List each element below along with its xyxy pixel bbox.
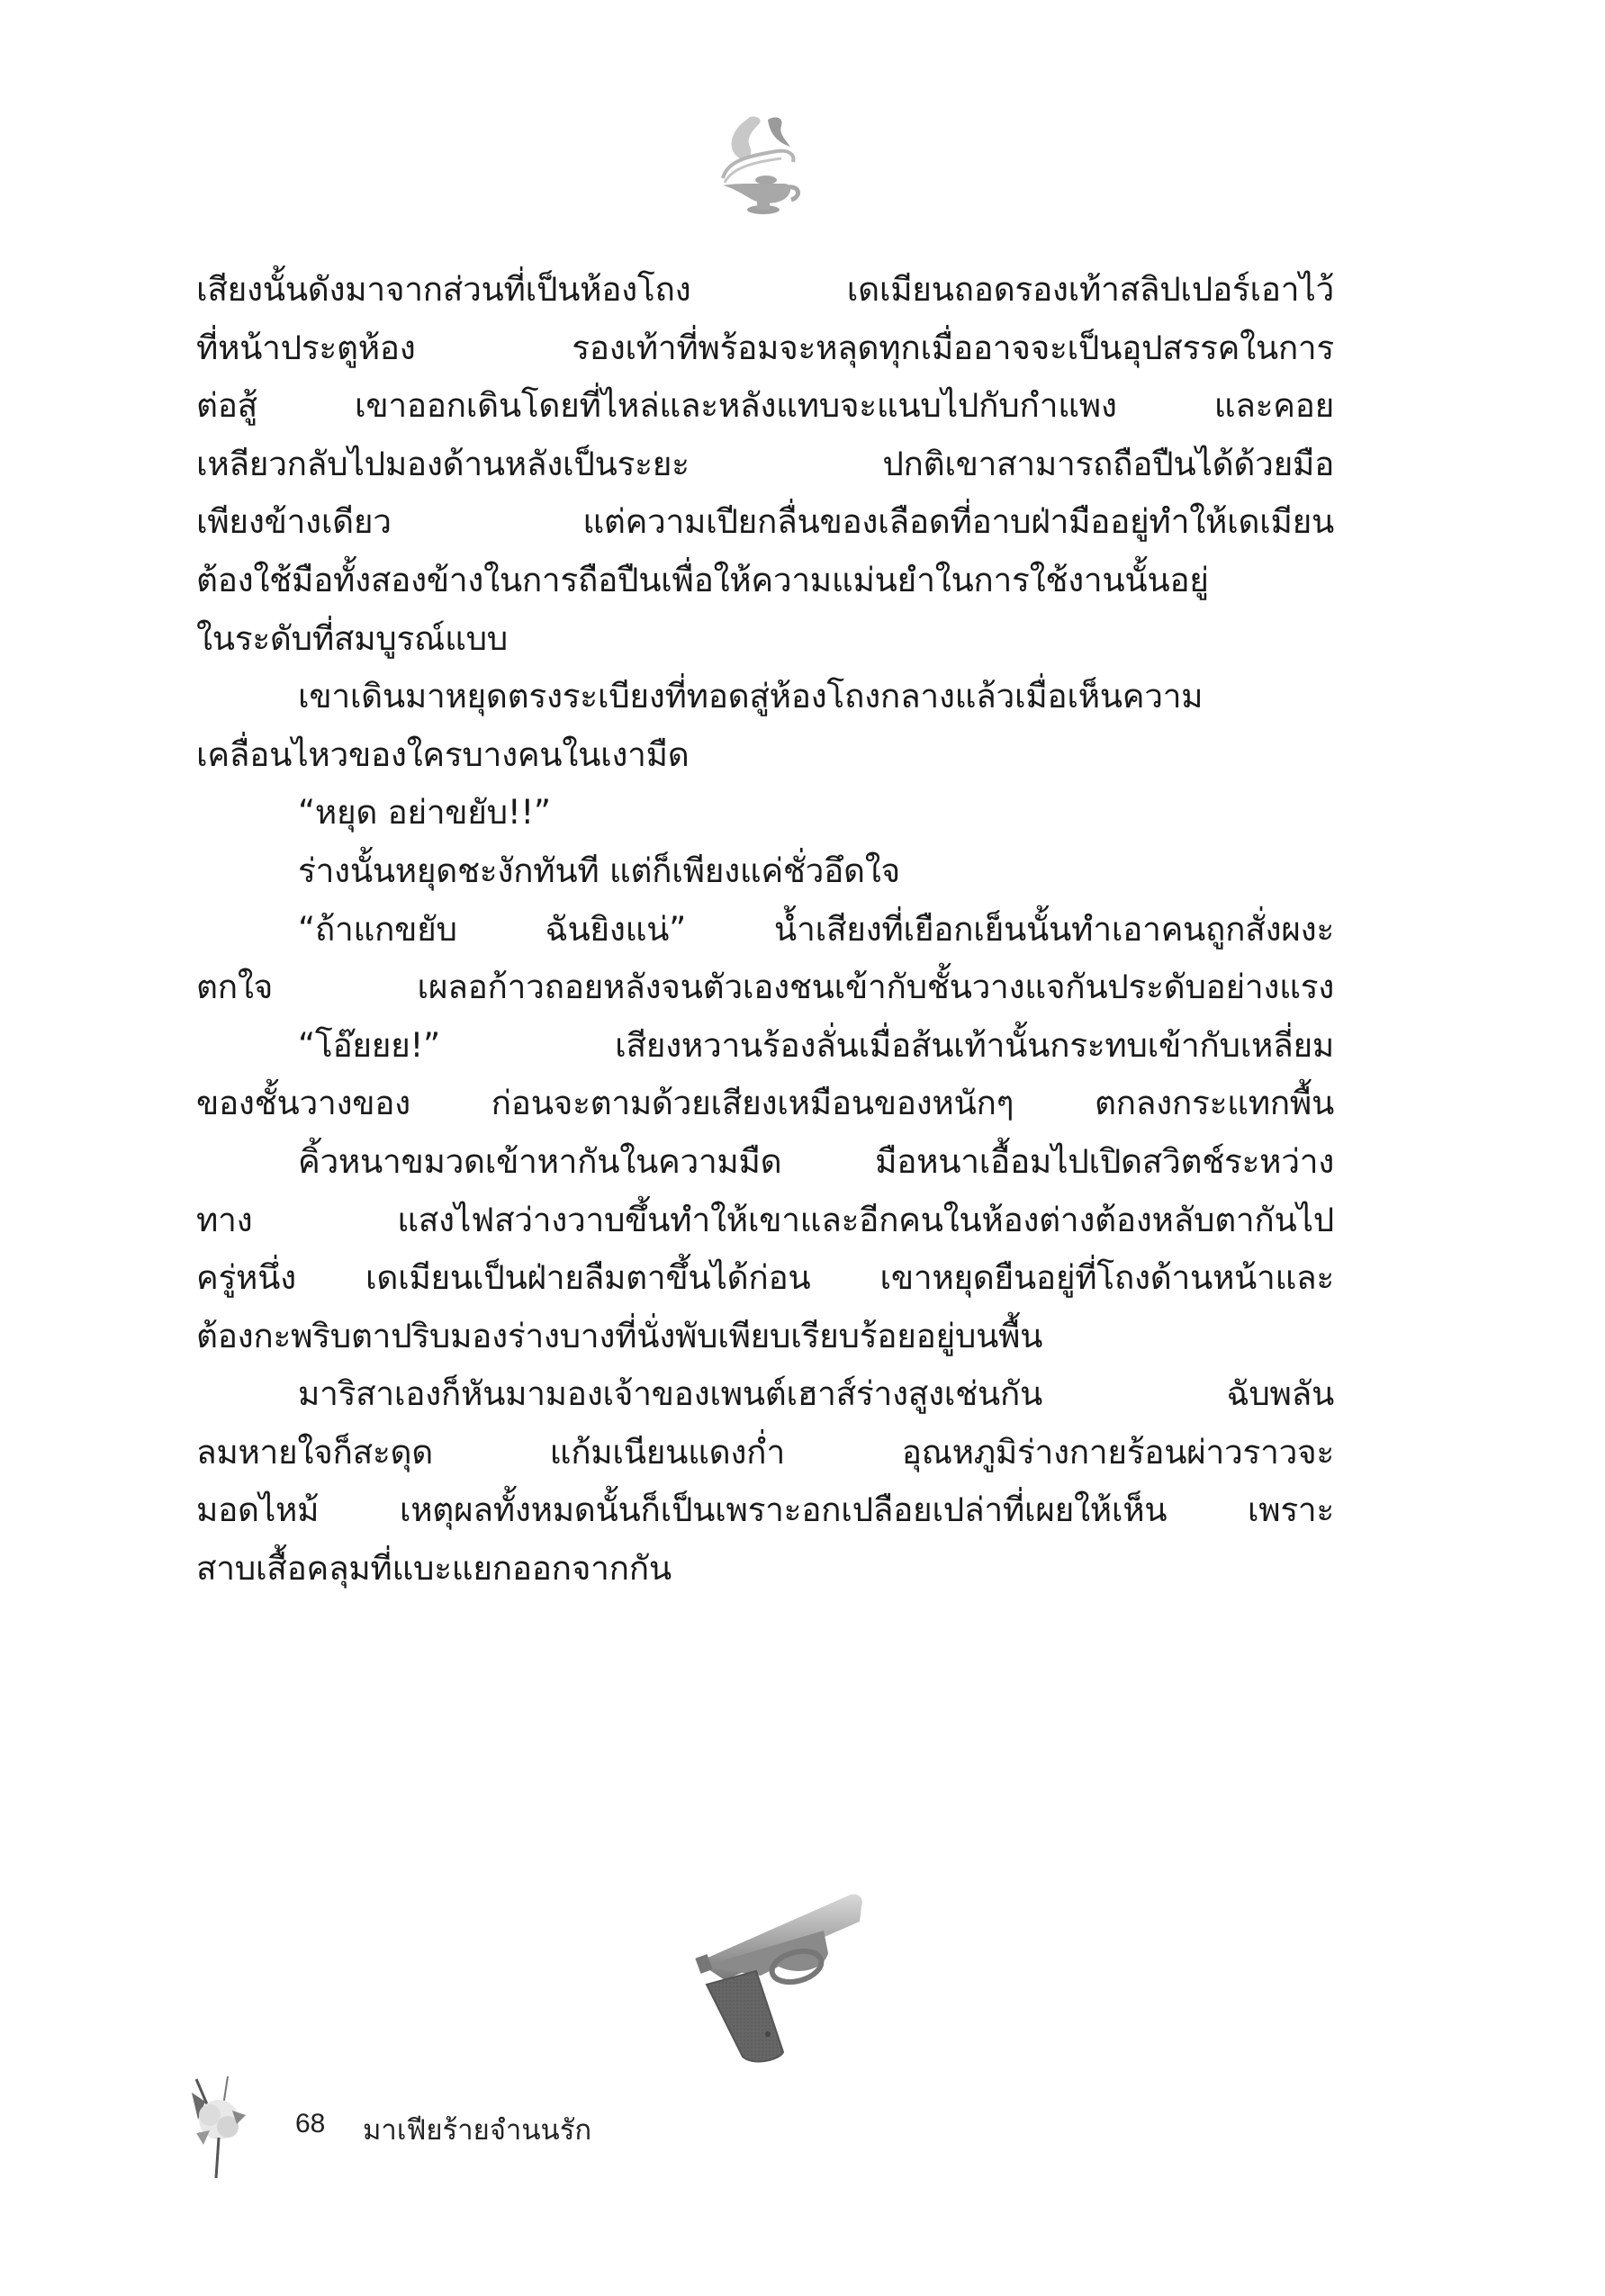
text-line: ในระดับที่สมบูรณ์แบบ xyxy=(196,618,508,658)
text-line: เคลื่อนไหวของใครบางคนในเงามืด xyxy=(196,734,690,774)
text-line: ครู่หนึ่ง เดเมียนเป็นฝ่ายลืมตาขึ้นได้ก่อน เขาหยุดยืนอยู่ที่โถงด้านหน้าและ xyxy=(196,1258,1334,1298)
text-line: เหลียวกลับไปมองด้านหลังเป็นระยะ ปกติเขาสามารถถือปืนได้ด้วยมือ xyxy=(196,444,1334,483)
paragraph xyxy=(196,1365,1334,1598)
text-line: ตกใจ เผลอก้าวถอยหลังจนตัวเองชนเข้ากับชั้นวางแจกันประดับอย่างแรง xyxy=(196,968,1334,1007)
paragraph xyxy=(196,261,1334,668)
text-line: “โอ๊ยยย!” เสียงหวานร้องลั่นเมื่อส้นเท้านั้นกระทบเข้ากับเหลี่ยม xyxy=(298,1025,1334,1065)
dialogue-paragraph xyxy=(196,901,1334,1017)
dialogue-paragraph xyxy=(196,784,1334,842)
text-line: “ถ้าแกขยับ ฉันยิงแน่” น้ำเสียงที่เยือกเย็นนั้นทำเอาคนถูกสั่งผงะ xyxy=(298,909,1334,949)
paragraph xyxy=(196,1133,1334,1365)
text-line: ลมหายใจก็สะดุด แก้มเนียนแดงก่ำ อุณหภูมิร่างกายร้อนผ่าวราวจะ xyxy=(196,1432,1334,1472)
text-line: ทาง แสงไฟสว่างวาบขึ้นทำให้เขาและอีกคนในห้องต่างต้องหลับตากันไป xyxy=(196,1200,1334,1239)
text-line: ต้องกะพริบตาปริบมองร่างบางที่นั่งพับเพียบเรียบร้อยอยู่บนพื้น xyxy=(196,1316,1043,1355)
text-line: ที่หน้าประตูห้อง รองเท้าที่พร้อมจะหลุดทุกเมื่ออาจจะเป็นอุปสรรคในการ xyxy=(196,328,1334,367)
flower-bouquet-icon xyxy=(178,2075,259,2183)
text-line: ต้องใช้มือทั้งสองข้างในการถือปืนเพื่อให้ความแม่นยำในการใช้งานนั้นอยู่ xyxy=(196,560,1209,599)
text-line: เขาเดินมาหยุดตรงระเบียงที่ทอดสู่ห้องโถงกลางแล้วเมื่อเห็นความ xyxy=(298,677,1204,716)
handgun-icon xyxy=(671,1877,882,2070)
chapter-body-text xyxy=(196,261,1334,1598)
text-line: ร่างนั้นหยุดชะงักทันที แต่ก็เพียงแค่ชั่วอึดใจ xyxy=(298,851,900,890)
text-line: คิ้วหนาขมวดเข้าหากันในความมืด มือหนาเอื้อมไปเปิดสวิตช์ระหว่าง xyxy=(298,1141,1334,1181)
text-line: มาริสาเองก็หันมามองเจ้าของเพนต์เฮาส์ร่างสูงเช่นกัน ฉับพลัน xyxy=(298,1374,1334,1414)
text-line: เพียงข้างเดียว แต่ความเปียกลื่นของเลือดที่อาบฝ่ามืออยู่ทำให้เดเมียน xyxy=(196,502,1334,542)
text-line: “หยุด อย่าขยับ!!” xyxy=(298,793,551,833)
paragraph xyxy=(196,842,1334,901)
text-line: ต่อสู้ เขาออกเดินโดยที่ไหล่และหลังแทบจะแนบไปกับกำแพง และคอย xyxy=(196,386,1334,426)
page-number: 68 xyxy=(295,2109,326,2138)
text-line: มอดไหม้ เหตุผลทั้งหมดนั้นก็เป็นเพราะอกเปลือยเปล่าที่เผยให้เห็น เพราะ xyxy=(196,1490,1334,1530)
text-line: สาบเสื้อคลุมที่แบะแยกออกจากกัน xyxy=(196,1549,672,1589)
paragraph xyxy=(196,668,1334,784)
book-title: มาเฟียร้ายจำนนรัก xyxy=(363,2114,592,2147)
dialogue-paragraph xyxy=(196,1017,1334,1133)
page-footer xyxy=(178,2075,808,2183)
genie-lamp-icon xyxy=(705,106,813,223)
text-line: ของชั้นวางของ ก่อนจะตามด้วยเสียงเหมือนของหนักๆ ตกลงกระแทกพื้น xyxy=(196,1084,1334,1123)
text-line: เสียงนั้นดังมาจากส่วนที่เป็นห้องโถง เดเมียนถอดรองเท้าสลิปเปอร์เอาไว้ xyxy=(196,270,1334,309)
